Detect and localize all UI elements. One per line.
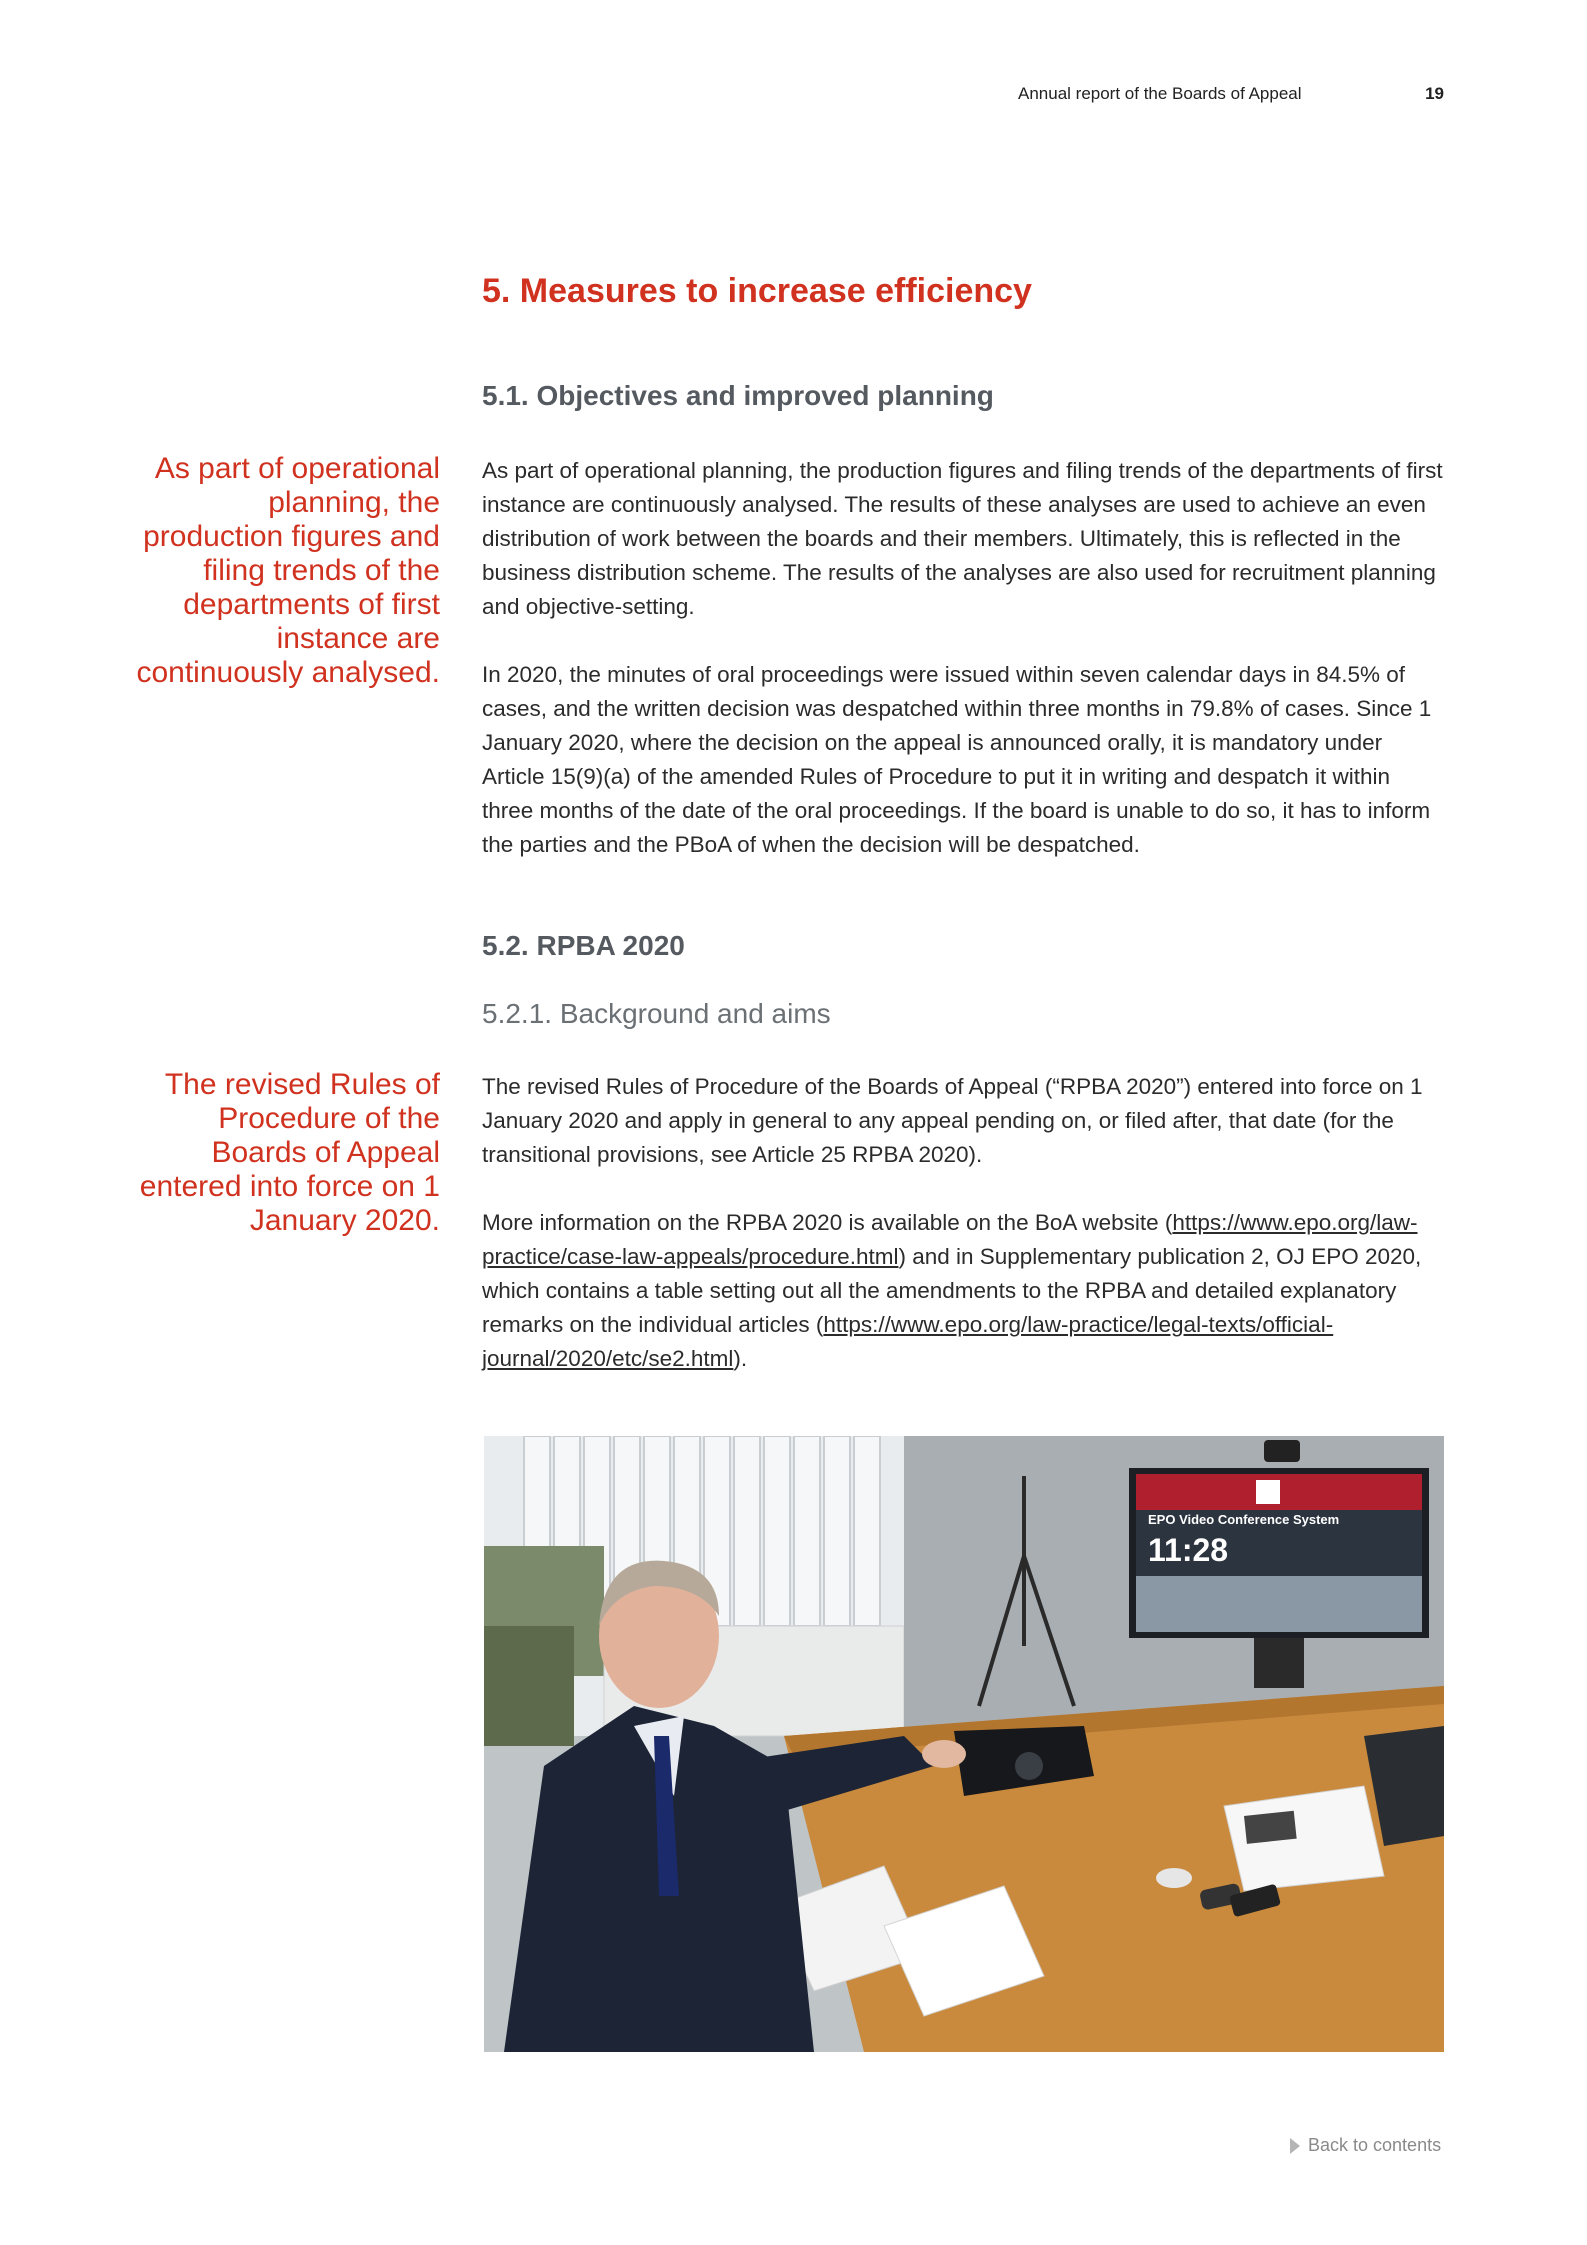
photo-video-conference <box>484 1436 1444 2052</box>
back-to-contents-label: Back to contents <box>1308 2135 1442 2155</box>
screen-title: EPO Video Conference System <box>1148 1512 1340 1527</box>
more-info-text-c: ). <box>733 1346 748 1371</box>
section-5-1-body <box>482 454 1444 862</box>
more-info-text-a: More information on the RPBA 2020 is available on the BoA website ( <box>482 1210 1173 1235</box>
paragraph-planning: As part of operational planning, the production figures and filing trends of the departments of first instance are continuously analysed. The results of these analyses are used to achieve an even distribution of work between the boards and their members. Ultimately, this is reflected in the business distribution scheme. The results of the analyses are also used for recruitment planning and objective-setting. <box>482 458 1443 619</box>
pullquote-operational-planning: As part of operational planning, the production figures and filing trends of the departments of first instance are continuously analysed. <box>136 452 440 689</box>
heading-5-1: 5.1. Objectives and improved planning <box>482 380 994 411</box>
page-number: 19 <box>1425 84 1444 103</box>
paragraph-2020-figures: In 2020, the minutes of oral proceedings were issued within seven calendar days in 84.5% of cases, and the written decision was despatched within three months in 79.8% of cases. Since 1 January 2020, where the decision on the appeal is announced orally, it is mandatory under Article 15(9)(a) of the amended Rules of Procedure to put it in writing and despatch it within three months of the date of the oral proceedings. If the board is unable to do so, it has to inform the parties and the PBoA of when the decision will be despatched. <box>482 662 1432 857</box>
pullquote-rpba-2020: The revised Rules of Procedure of the Boards of Appeal entered into force on 1 January 2020. <box>139 1068 440 1237</box>
paragraph-rpba-intro: The revised Rules of Procedure of the Boards of Appeal (“RPBA 2020”) entered into force on 1 January 2020 and apply in general to any appeal pending on, or filed after, that date (for the transitional provisions, see Article 25 RPBA 2020). <box>482 1074 1423 1167</box>
running-header <box>1018 84 1444 104</box>
play-arrow-icon <box>1290 2138 1300 2154</box>
running-title: Annual report of the Boards of Appeal <box>1018 84 1302 103</box>
more-info-text-b: ) and in Supplementary publication 2, OJ EPO 2020, which contains a table setting out all the amendments to the RPBA and detailed explanatory remarks on the individual articles ( <box>482 1244 1422 1337</box>
link-supplementary-publication[interactable]: https://www.epo.org/law-practice/legal-texts/official-journal/2020/etc/se2.html <box>482 1312 1334 1371</box>
section-title: 5. Measures to increase efficiency <box>482 272 1032 310</box>
back-to-contents-link[interactable] <box>1290 2135 1441 2156</box>
section-5-2-body <box>482 1070 1444 1376</box>
paragraph-more-info <box>482 1206 1444 1376</box>
heading-5-2-1: 5.2.1. Background and aims <box>482 998 831 1029</box>
heading-5-2: 5.2. RPBA 2020 <box>482 930 685 961</box>
link-procedure-page[interactable]: https://www.epo.org/law-practice/case-law-appeals/procedure.html <box>482 1210 1418 1269</box>
screen-time: 11:28 <box>1148 1532 1229 1568</box>
